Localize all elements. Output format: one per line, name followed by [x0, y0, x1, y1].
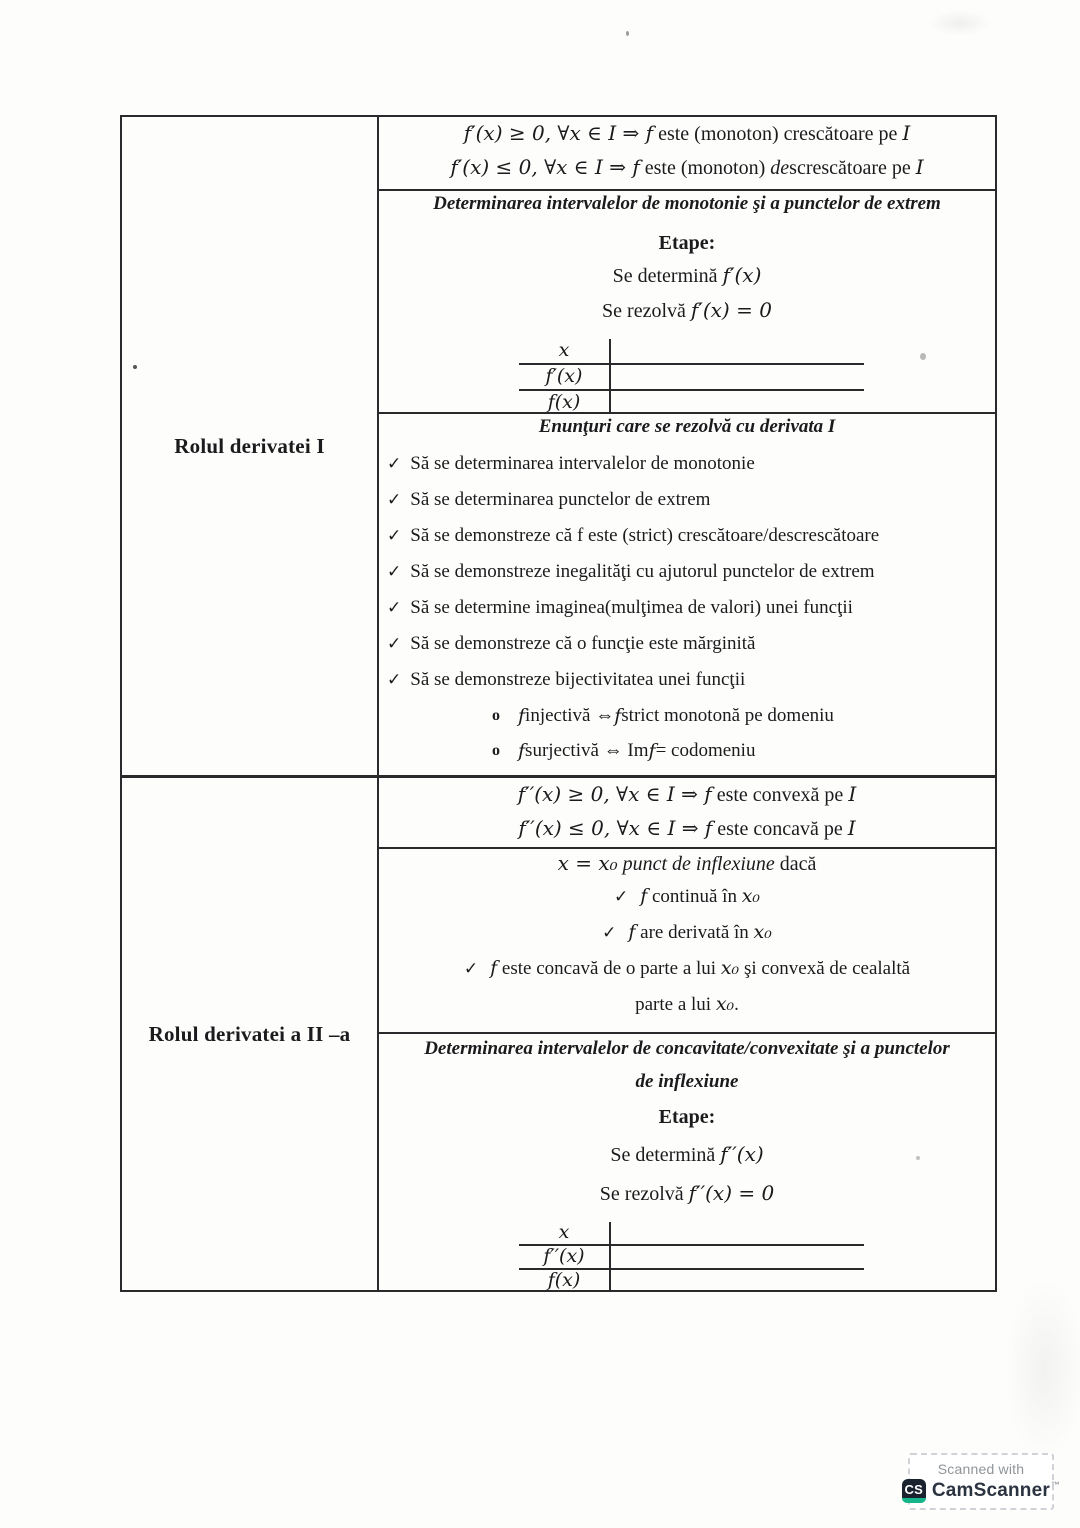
checkmark-icon: ✓ — [387, 490, 402, 510]
trademark-symbol: ™ — [1050, 1479, 1061, 1490]
list-item-text: Să se demonstreze bijectivitatea unei funcţii — [410, 669, 746, 690]
scanned-with-label: Scanned with — [937, 1460, 1025, 1477]
math-segment: f — [518, 704, 526, 727]
checkmark-icon: ✓ — [387, 562, 402, 582]
math-segment: f′(x) = 0 — [690, 298, 772, 322]
math-segment: f′(x) ≤ 0, ∀x ∈ I ⇒ f — [450, 155, 640, 179]
text-segment: Se determină — [612, 265, 723, 287]
checkmark-icon: ✓ — [387, 526, 402, 546]
text-segment: = codomeniu — [655, 739, 756, 761]
step-line — [379, 261, 995, 290]
math-segment: f — [490, 957, 498, 979]
list-item-text: Să se determinarea punctelor de extrem — [410, 489, 711, 510]
sign-table-row — [519, 1222, 864, 1246]
steps-heading: Etape: — [658, 1106, 716, 1128]
checkmark-icon: ✓ — [387, 634, 402, 654]
sign-table-row — [519, 391, 864, 412]
math-segment: x₀ — [741, 885, 761, 907]
checkmark-icon: ✓ — [387, 598, 402, 618]
scan-artifact-dot — [626, 31, 629, 36]
math-segment: I — [847, 816, 856, 840]
text-segment: este concavă pe — [712, 818, 848, 840]
formula-line — [379, 812, 995, 846]
text-segment: Se rezolvă — [599, 1183, 689, 1205]
text-segment: este concavă de o parte a lui — [497, 958, 721, 979]
section-title-line2: de inflexiune — [635, 1071, 739, 1092]
condition-line — [379, 914, 995, 950]
math-segment: f′′(x) — [720, 1142, 764, 1166]
sign-table-space — [611, 1222, 864, 1244]
formula-line — [379, 151, 995, 185]
bullet-marker: o — [492, 706, 500, 724]
formula-line — [379, 117, 995, 151]
step-line — [379, 1140, 995, 1169]
list-item — [387, 518, 995, 554]
list-item-text: Să se determine imaginea(mulţimea de valori) unei funcţii — [410, 597, 853, 618]
math-segment: x = x₀ — [557, 851, 618, 875]
row-label-derivata-2 — [122, 778, 377, 1290]
logo-letters: CS — [904, 1481, 924, 1497]
brand-name: CamScanner — [931, 1479, 1050, 1501]
math-segment: f — [614, 704, 622, 727]
scan-smudge — [1005, 1280, 1080, 1460]
sign-table-label: f′(x) — [519, 365, 611, 389]
condition-line — [379, 950, 995, 986]
section-title: Enunţuri care se rezolvă cu derivata I — [538, 416, 836, 437]
math-segment: I — [915, 155, 924, 179]
math-segment: f — [518, 739, 526, 762]
sign-table-label: f(x) — [519, 1270, 611, 1290]
checkmark-icon: ✓ — [387, 454, 402, 474]
text-segment: este (monoton) crescătoare pe — [653, 123, 903, 145]
step-line — [379, 1179, 995, 1208]
text-segment: strict monotonă pe domeniu — [621, 704, 834, 726]
text-segment: surjectivă ⇔ Im — [525, 739, 649, 761]
math-segment: f — [628, 921, 636, 943]
list-item — [387, 590, 995, 626]
text-segment: şi convexă de cealaltă — [739, 958, 911, 979]
text-segment: injectivă ⇔ — [525, 704, 615, 726]
inflection-intro-line — [379, 849, 995, 878]
sign-table-space — [611, 1270, 864, 1290]
math-segment: f′′(x) ≥ 0, ∀x ∈ I ⇒ f — [517, 782, 712, 806]
math-segment: f′(x) — [722, 263, 762, 287]
section-title: Determinarea intervalelor de concavitate/convexitate şi a punctelor — [424, 1038, 950, 1059]
bullet-marker: o — [492, 741, 500, 759]
sign-table-space — [611, 365, 864, 389]
sign-table-space — [611, 339, 864, 363]
section-title: Determinarea intervalelor de monotonie şi a punctelor de extrem — [433, 193, 941, 214]
math-segment: f — [648, 739, 656, 762]
text-segment: Se rezolvă — [602, 300, 691, 322]
sub-list-item — [387, 698, 995, 733]
list-item — [387, 482, 995, 518]
math-segment: f — [640, 885, 648, 907]
list-item — [387, 626, 995, 662]
sign-table-first-derivative — [519, 339, 864, 412]
convexity-formulas-cell — [379, 778, 995, 847]
sub-list-item — [387, 733, 995, 768]
sign-table-label: x — [519, 1222, 611, 1244]
derivative-roles-table — [120, 115, 997, 1292]
monotonicity-procedure-cell — [379, 191, 995, 412]
sign-table-second-derivative — [519, 1222, 864, 1290]
brand-text — [932, 1480, 1060, 1502]
row-label-text: Rolul derivatei I — [174, 433, 325, 458]
camscanner-badge — [904, 1453, 1061, 1510]
steps-heading: Etape: — [658, 232, 716, 254]
concavity-procedure-cell — [379, 1034, 995, 1290]
sign-table-row — [519, 339, 864, 365]
checkmark-icon: ✓ — [613, 887, 629, 907]
text-segment: este convexă pe — [711, 784, 849, 806]
formula-line — [379, 778, 995, 812]
list-item — [387, 554, 995, 590]
row-label-derivata-1 — [122, 117, 377, 775]
list-item-text: Să se demonstreze că f este (strict) crescătoare/descrescătoare — [410, 525, 880, 546]
list-item-text: Să se demonstreze că o funcţie este mărginită — [410, 633, 756, 654]
sign-table-space — [611, 391, 864, 412]
statements-checklist — [379, 446, 995, 768]
text-segment: parte a lui — [635, 994, 716, 1015]
list-item — [387, 446, 995, 482]
list-item-text: Să se determinarea intervalelor de monotonie — [410, 453, 755, 474]
sign-table-row — [519, 1270, 864, 1290]
sign-table-label: f′′(x) — [519, 1246, 611, 1268]
sign-table-row — [519, 365, 864, 391]
checkmark-icon: ✓ — [387, 670, 402, 690]
checkmark-icon: ✓ — [463, 959, 479, 979]
math-segment: f′′(x) = 0 — [688, 1181, 775, 1205]
condition-wrap-line — [379, 986, 995, 1022]
math-segment: f′(x) ≥ 0, ∀x ∈ I ⇒ f — [463, 121, 654, 145]
text-segment: dacă — [779, 853, 817, 875]
text-segment: este (monoton) — [639, 157, 771, 179]
monotonicity-formulas-cell — [379, 117, 995, 189]
text-segment: continuă în — [647, 886, 742, 907]
camscanner-logo-icon — [902, 1479, 926, 1503]
text-segment: are derivată în — [635, 922, 754, 943]
math-segment: I — [848, 782, 857, 806]
sign-table-space — [611, 1246, 864, 1268]
math-segment: f′′(x) ≤ 0, ∀x ∈ I ⇒ f — [518, 816, 713, 840]
inflection-conditions-cell — [379, 849, 995, 1032]
statements-cell — [379, 414, 995, 775]
text-segment: screscătoare pe — [789, 157, 916, 179]
math-segment: x₀ — [720, 957, 740, 979]
math-segment: I — [902, 121, 911, 145]
row-label-text: Rolul derivatei a II –a — [148, 1021, 351, 1046]
sign-table-label: f(x) — [519, 391, 611, 412]
scan-smudge — [930, 10, 990, 36]
condition-line — [379, 878, 995, 914]
text-segment: Se determină — [610, 1144, 721, 1166]
italic-segment: de — [770, 157, 790, 179]
step-line — [379, 296, 995, 325]
sign-table-row — [519, 1246, 864, 1270]
camscanner-brand-row — [902, 1479, 1060, 1503]
list-item-text: Să se demonstreze inegalităţi cu ajutorul punctelor de extrem — [410, 561, 875, 582]
checkmark-icon: ✓ — [602, 923, 617, 943]
math-segment: x₀ — [715, 993, 735, 1015]
list-item — [387, 662, 995, 698]
text-segment: . — [734, 994, 739, 1015]
math-segment: x₀ — [753, 921, 772, 943]
italic-segment: punct de inflexiune — [617, 853, 780, 875]
sign-table-label: x — [519, 339, 611, 363]
